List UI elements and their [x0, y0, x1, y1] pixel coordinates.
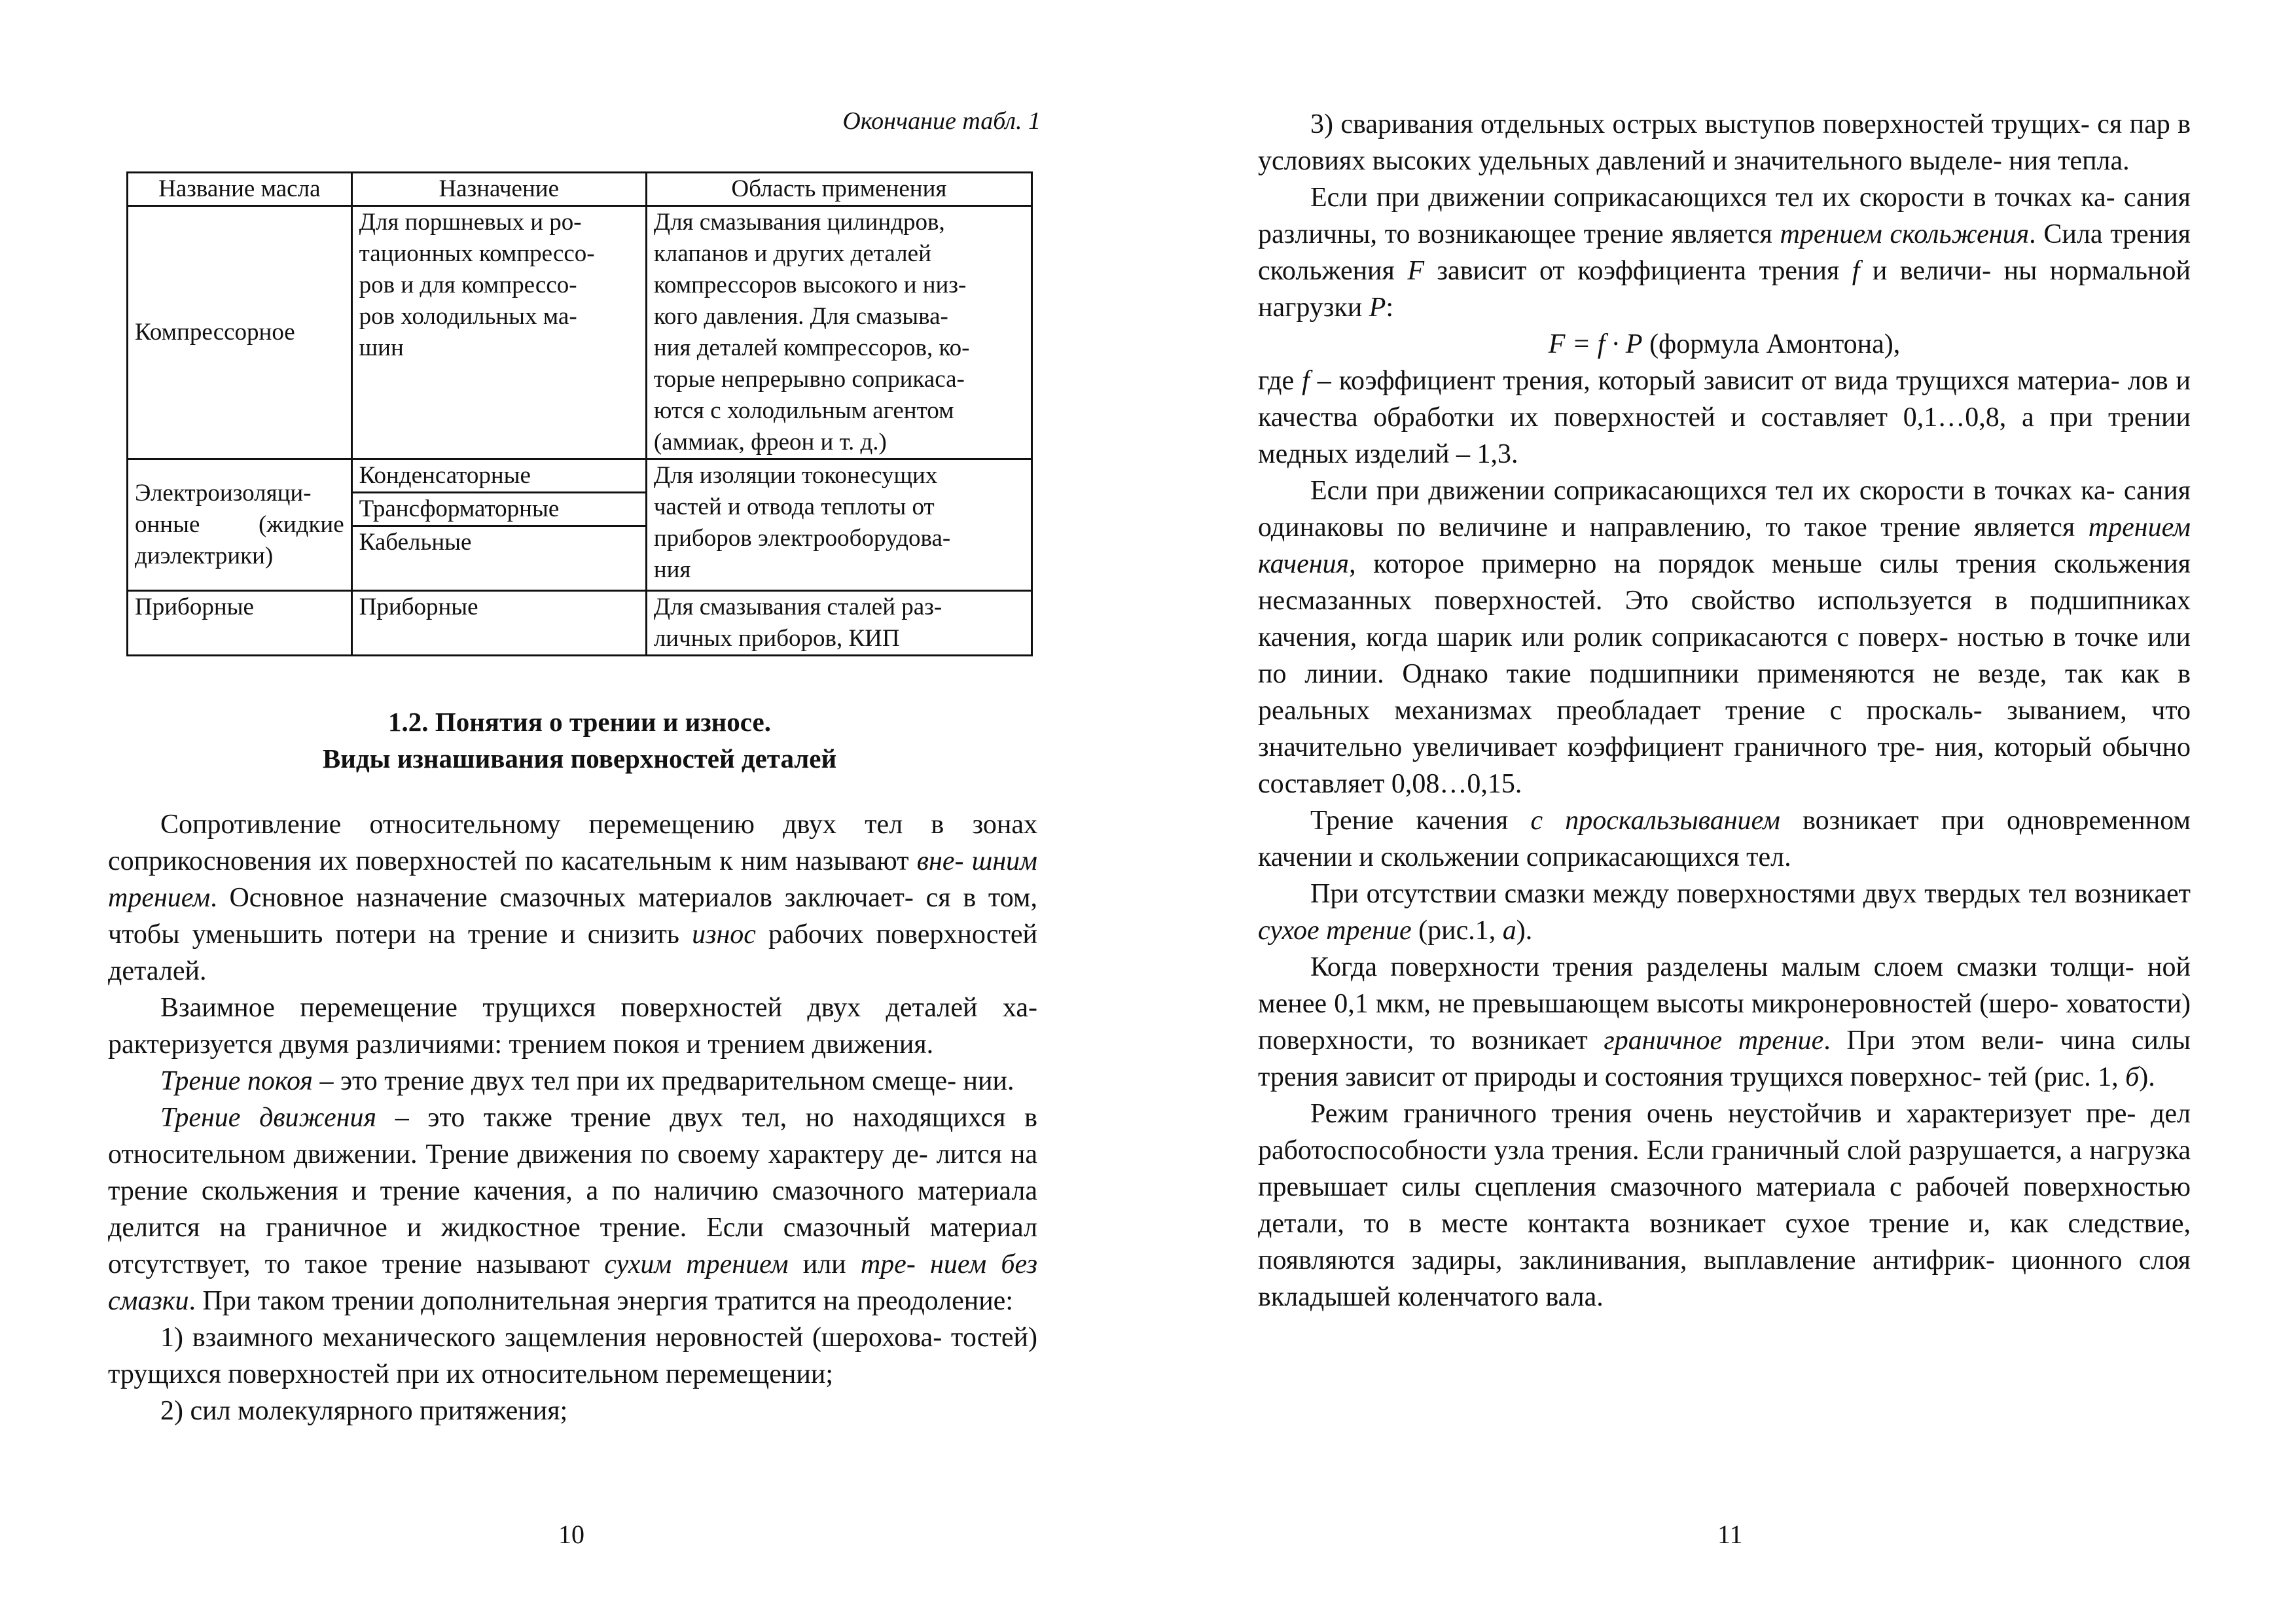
oil-table	[126, 171, 1033, 656]
term: тре- нием без смазки	[108, 1249, 1038, 1316]
variable: f	[1852, 256, 1860, 286]
paragraph: Трение движения – это также трение двух тел, но находящихся в относительном движении. Трение движения по своему характеру де- лится на трение скольжения и трение качения, а по наличию смазочного материала делится на граничное и жидкостное трение. Если смазочный материал отсутствует, то такое трение называют сухим трением или тре- нием без смазки. При таком трении дополнительная энергия тратится на преодоление:	[108, 1103, 1038, 1316]
paragraph: где f – коэффициент трения, который зависит от вида трущихся материа- лов и качества обработки их поверхностей и составляет 0,1…0,8, а при трении медных изделий – 1,3.	[1258, 366, 2191, 469]
list-item: 1) взаимного механического защемления неровностей (шерохова- тостей) трущихся поверхностей при их относительном перемещении;	[108, 1323, 1037, 1389]
page-number: 10	[558, 1520, 584, 1549]
paragraph: При отсутствии смазки между поверхностями двух твердых тел возникает сухое трение (рис.1, а).	[1258, 879, 2191, 946]
cell-line: компрессоров высокого и низ-	[653, 272, 967, 298]
paragraph: Когда поверхности трения разделены малым слоем смазки толщи- ной менее 0,1 мкм, не превышающем высоты микронеровностей (шеро- ховатости) поверхности, то возникает граничное трение. При этом вели- чина силы трения зависит от природы и состояния трущихся поверхнос- тей (рис. 1, б).	[1258, 952, 2191, 1092]
right-body-text	[1258, 106, 2191, 1315]
cell-line: ров холодильных ма-	[359, 303, 577, 330]
area-cell	[646, 206, 1031, 459]
oil-name-cell: Электроизоляци- онные (жидкие диэлектрики)	[128, 459, 352, 591]
paragraph: Сопротивление относительному перемещению двух тел в зонах соприкосновения их поверхностей по касательным к ним называют вне- шним трением. Основное назначение смазочных материалов заключает- ся в том, чтобы уменьшить потери на трение и снизить износ рабочих поверхностей деталей.	[108, 810, 1037, 986]
purpose-cell: Кабельные	[351, 526, 646, 591]
cell-line: ния деталей компрессоров, ко-	[653, 334, 970, 361]
paragraph: Взаимное перемещение трущихся поверхностей двух деталей ха- рактеризуется двумя различиями: трением покоя и трением движения.	[108, 993, 1037, 1060]
cell-line: личных приборов, КИП	[653, 625, 900, 652]
term: граничное трение	[1604, 1026, 1824, 1056]
table-row	[128, 459, 1032, 493]
cell-line: Для поршневых и ро-	[359, 209, 582, 236]
left-body-text	[108, 806, 1037, 1429]
paragraph: Трение качения с проскальзыванием возникает при одновременном качении и скольжении соприкасающихся тел.	[1258, 806, 2191, 872]
term: с проскальзыванием	[1530, 806, 1780, 836]
purpose-cell: Конденсаторные	[351, 459, 646, 493]
purpose-cell: Приборные	[351, 591, 646, 656]
term: износ	[692, 919, 756, 950]
table-header-cell: Назначение	[351, 173, 646, 206]
cell-line: ров и для компрессо-	[359, 272, 577, 298]
purpose-cell	[351, 206, 646, 459]
table-header-cell: Область применения	[646, 173, 1031, 206]
paragraph: Если при движении соприкасающихся тел их скорости в точках ка- сания различны, то возникающее трение является трением скольжения. Сила трения скольжения F зависит от коэффициента трения f и величи- ны нормальной нагрузки P:	[1258, 183, 2191, 323]
variable: F	[1407, 256, 1424, 286]
term: трением скольжения	[1780, 219, 2030, 249]
section-heading-line: Виды изнашивания поверхностей деталей	[322, 743, 837, 774]
oil-name-cell: Компрессорное	[128, 206, 352, 459]
variable: f	[1302, 366, 1310, 396]
formula-expression: F = f · P	[1548, 329, 1643, 359]
list-item: 2) сил молекулярного притяжения;	[160, 1396, 568, 1426]
term: трением качения	[1258, 512, 2191, 579]
figure-ref: б	[2125, 1062, 2140, 1092]
cell-line: кого давления. Для смазыва-	[653, 303, 948, 330]
area-cell	[646, 591, 1031, 656]
cell-line: частей и отвода теплоты от	[653, 493, 935, 520]
oil-name-cell: Приборные	[128, 591, 352, 656]
section-heading-line: 1.2. Понятия о трении и износе.	[388, 707, 771, 737]
area-cell	[646, 459, 1031, 591]
figure-ref: а	[1502, 916, 1516, 946]
page-number: 11	[1717, 1520, 1743, 1549]
table-header-cell: Название масла	[128, 173, 352, 206]
section-heading	[126, 704, 1033, 777]
cell-line: (аммиак, фреон и т. д.)	[653, 429, 887, 455]
table-header-row	[128, 173, 1032, 206]
table-row	[128, 206, 1032, 459]
formula-caption: (формула Амонтона),	[1642, 329, 1901, 359]
cell-line: клапанов и других деталей	[653, 240, 931, 267]
formula	[1258, 326, 2191, 363]
cell-line: приборов электрооборудова-	[653, 525, 951, 552]
cell-line: ния	[653, 556, 691, 583]
term: Трение покоя	[160, 1066, 313, 1096]
term: вне- шним трением	[108, 846, 1037, 913]
cell-line: ются с холодильным агентом	[653, 397, 954, 424]
right-page	[1148, 0, 2296, 1623]
cell-line: Для изоляции токонесущих	[653, 462, 938, 489]
cell-line: Для смазывания сталей раз-	[653, 594, 942, 620]
paragraph: Трение покоя – это трение двух тел при их предварительном смеще- нии.	[160, 1066, 1014, 1096]
cell-line: тационных компрессо-	[359, 240, 595, 267]
term: сухим трением	[604, 1249, 789, 1279]
paragraph: Если при движении соприкасающихся тел их скорости в точках ка- сания одинаковы по величине и направлению, то такое трение является трением качения, которое примерно на порядок меньше силы трения скольжения несмазанных поверхностей. Это свойство используется в подшипниках качения, когда шарик или ролик соприкасаются с поверх- ностью в точке или по линии. Однако такие подшипники применяются не везде, так как в реальных механизмах преобладает трение с проскаль- зыванием, что значительно увеличивает коэффициент граничного тре- ния, который обычно составляет 0,08…0,15.	[1258, 476, 2191, 799]
list-item: 3) сваривания отдельных острых выступов поверхностей трущих- ся пар в условиях высоких удельных давлений и значительного выделе- ния тепла.	[1258, 109, 2191, 176]
term: Трение движения	[160, 1103, 377, 1133]
purpose-cell: Трансформаторные	[351, 493, 646, 526]
cell-line: торые непрерывно соприкаса-	[653, 366, 965, 393]
cell-line: Для смазывания цилиндров,	[653, 209, 945, 236]
paragraph: Режим граничного трения очень неустойчив и характеризует пре- дел работоспособности узла трения. Если граничный слой разрушается, а нагрузка превышает силы сцепления смазочного материала с рабочей поверхностью детали, то в месте контакта возникает сухое трение и, как следствие, появляются задиры, заклинивания, выплавление антифрик- ционного слоя вкладышей коленчатого вала.	[1258, 1099, 2191, 1312]
cell-line: шин	[359, 334, 404, 361]
table-continuation-label: Окончание табл. 1	[842, 107, 1041, 135]
term: сухое трение	[1258, 916, 1412, 946]
variable: P	[1369, 293, 1386, 323]
table-row	[128, 591, 1032, 656]
